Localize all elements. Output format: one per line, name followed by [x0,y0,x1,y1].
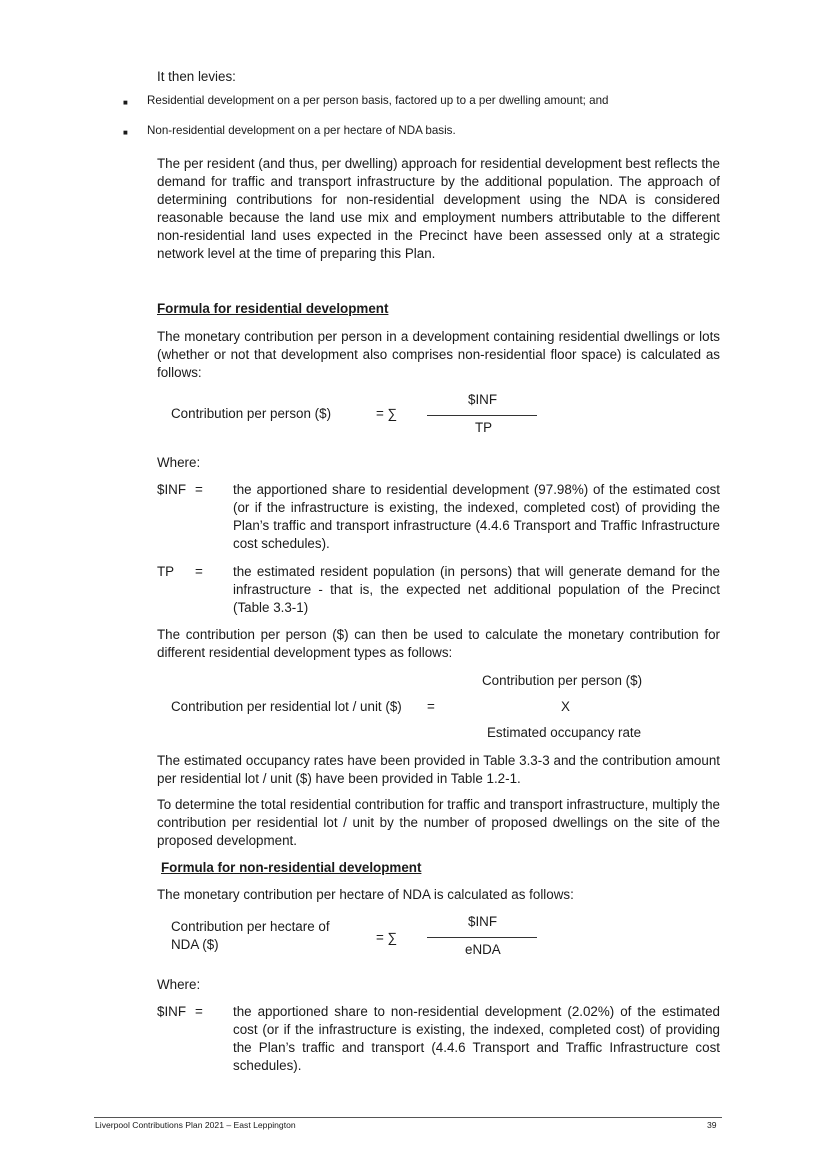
where-label: Where: [157,977,201,992]
fraction-line [427,937,537,938]
intro-text: It then levies: [157,69,236,84]
formula-operator: = ∑ [376,930,398,945]
document-page: It then levies: ■ Residential development on a per person basis, factored up to a per dwelling amount; and ■ Non-residential development on a per hectare of NDA basis. The per resident (and thus, per dwelling) approach for residential development best reflects the demand for traffic and transport infrastructure by the additional population. The approach of determining contributions for non-residential development using the NDA is considered reasonable because the land use mix and employment numbers attributable to the different non-residential land uses expected in the Precinct have been assessed only at a strategic network level at the time of preparing this Plan. Formula for residential development The monetary contribution per person in a development containing residential dwellings or lots (whether or not that development also comprises non-residential floor space) is calculated as follows: Contribution per person ($) = ∑ $INF TP Where: $INF = the apportioned share to residential development (97.98%) of the estimated cost (or if the infrastructure is existing, the indexed, completed cost) of providing the Plan’s traffic and transport infrastructure (4.4.6 Transport and Traffic Infrastructure cost schedules). TP = the estimated resident population (in persons) that will generate demand for the infrastructure - that is, the expected net additional population of the Precinct (Table 3.3-1) The contribution per person ($) can then be used to calculate the monetary contribution for different residential development types as follows: Contribution per person ($) Contribution per residential lot / unit ($) = X Estimated occupancy rate The estimated occupancy rates have been provided in Table 3.3-3 and the contribution amount per residential lot / unit ($) have been provided in Table 1.2-1. To determine the total residential contribution for traffic and transport infrastructure, multiply the contribution per residential lot / unit by the number of proposed dwellings on the site of the proposed development. Formula for non-residential development The monetary contribution per hectare of NDA is calculated as follows: Contribution per hectare of NDA ($) = ∑ $INF eNDA Where: $INF = the apportioned share to non-residential development (2.02%) of the estimated cost (or if the infrastructure is existing, the indexed, completed cost) of providing the Plan’s traffic and transport (4.4.6 Transport and Traffic Infrastructure cost schedules). Liverpool Contributions Plan 2021 – East Leppington 39 [95,69,720,1130]
formula-numerator: $INF [468,392,498,407]
formula2-multiply: X [561,699,570,714]
formula2-label: Contribution per residential lot / unit ($) [171,699,402,714]
bullet-icon: ■ [123,98,128,107]
formula-denominator: eNDA [465,942,501,957]
formula-label: Contribution per hectare of [171,919,330,934]
where-label: Where: [157,455,201,470]
formula2-equals: = [427,699,435,714]
definition-text: the apportioned share to non-residential development (2.02%) of the estimated cost (or if the infrastructure is existing, the indexed, completed cost) of providing the Plan’s traffic and transport (4.4.6 Transport and Traffic Infrastructure cost schedules). [233,1004,720,1073]
fraction-line [427,415,537,416]
formula-numerator: $INF [468,914,498,929]
definition-term: $INF [157,1004,187,1019]
approach-paragraph: The per resident (and thus, per dwelling) approach for residential development best reflects the demand for traffic and transport infrastructure by the additional population. The approach of determining contributions for non-residential development using the NDA is considered reasonable because the land use mix and employment numbers attributable to the different non-residential land uses expected in the Precinct have been assessed only at a strategic network level at the time of preparing this Plan. [157,156,720,261]
definition-term: TP [157,564,175,579]
formula-operator: = ∑ [376,406,398,421]
residential-heading: Formula for residential development [157,301,389,316]
per-person-paragraph: The contribution per person ($) can then be used to calculate the monetary contribution for different residential development types as follows: [157,627,720,660]
occupancy-paragraph: The estimated occupancy rates have been provided in Table 3.3-3 and the contribution amount per residential lot / unit ($) have been provided in Table 1.2-1. [157,753,720,786]
formula-label: Contribution per person ($) [171,406,332,421]
formula2-top: Contribution per person ($) [482,673,643,688]
definition-term: $INF [157,482,187,497]
footer-divider [94,1117,722,1118]
nonresidential-heading: Formula for non-residential development [161,860,422,875]
bullet-icon: ■ [123,128,128,137]
formula2-bottom: Estimated occupancy rate [487,725,642,740]
footer-title: Liverpool Contributions Plan 2021 – East Leppington [95,1120,296,1130]
definition-equals: = [195,482,203,497]
formula-denominator: TP [475,420,493,435]
definition-equals: = [195,564,203,579]
total-contribution-paragraph: To determine the total residential contribution for traffic and transport infrastructure, multiply the contribution per residential lot / unit by the number of proposed dwellings on the site of the proposed development. [157,797,720,848]
nonresidential-intro: The monetary contribution per hectare of NDA is calculated as follows: [157,887,574,902]
page-number: 39 [707,1120,717,1130]
formula-label: NDA ($) [171,937,219,952]
definition-text: the apportioned share to residential development (97.98%) of the estimated cost (or if the infrastructure is existing, the indexed, completed cost) of providing the Plan’s traffic and transport infrastructure (4.4.6 Transport and Traffic Infrastructure cost schedules). [233,482,720,551]
definition-equals: = [195,1004,203,1019]
definition-text: the estimated resident population (in persons) that will generate demand for the infrastructure - that is, the expected net additional population of the Precinct (Table 3.3-1) [233,564,720,615]
residential-intro: The monetary contribution per person in a development containing residential dwellings or lots (whether or not that development also comprises non-residential floor space) is calculated as follows: [157,329,720,380]
